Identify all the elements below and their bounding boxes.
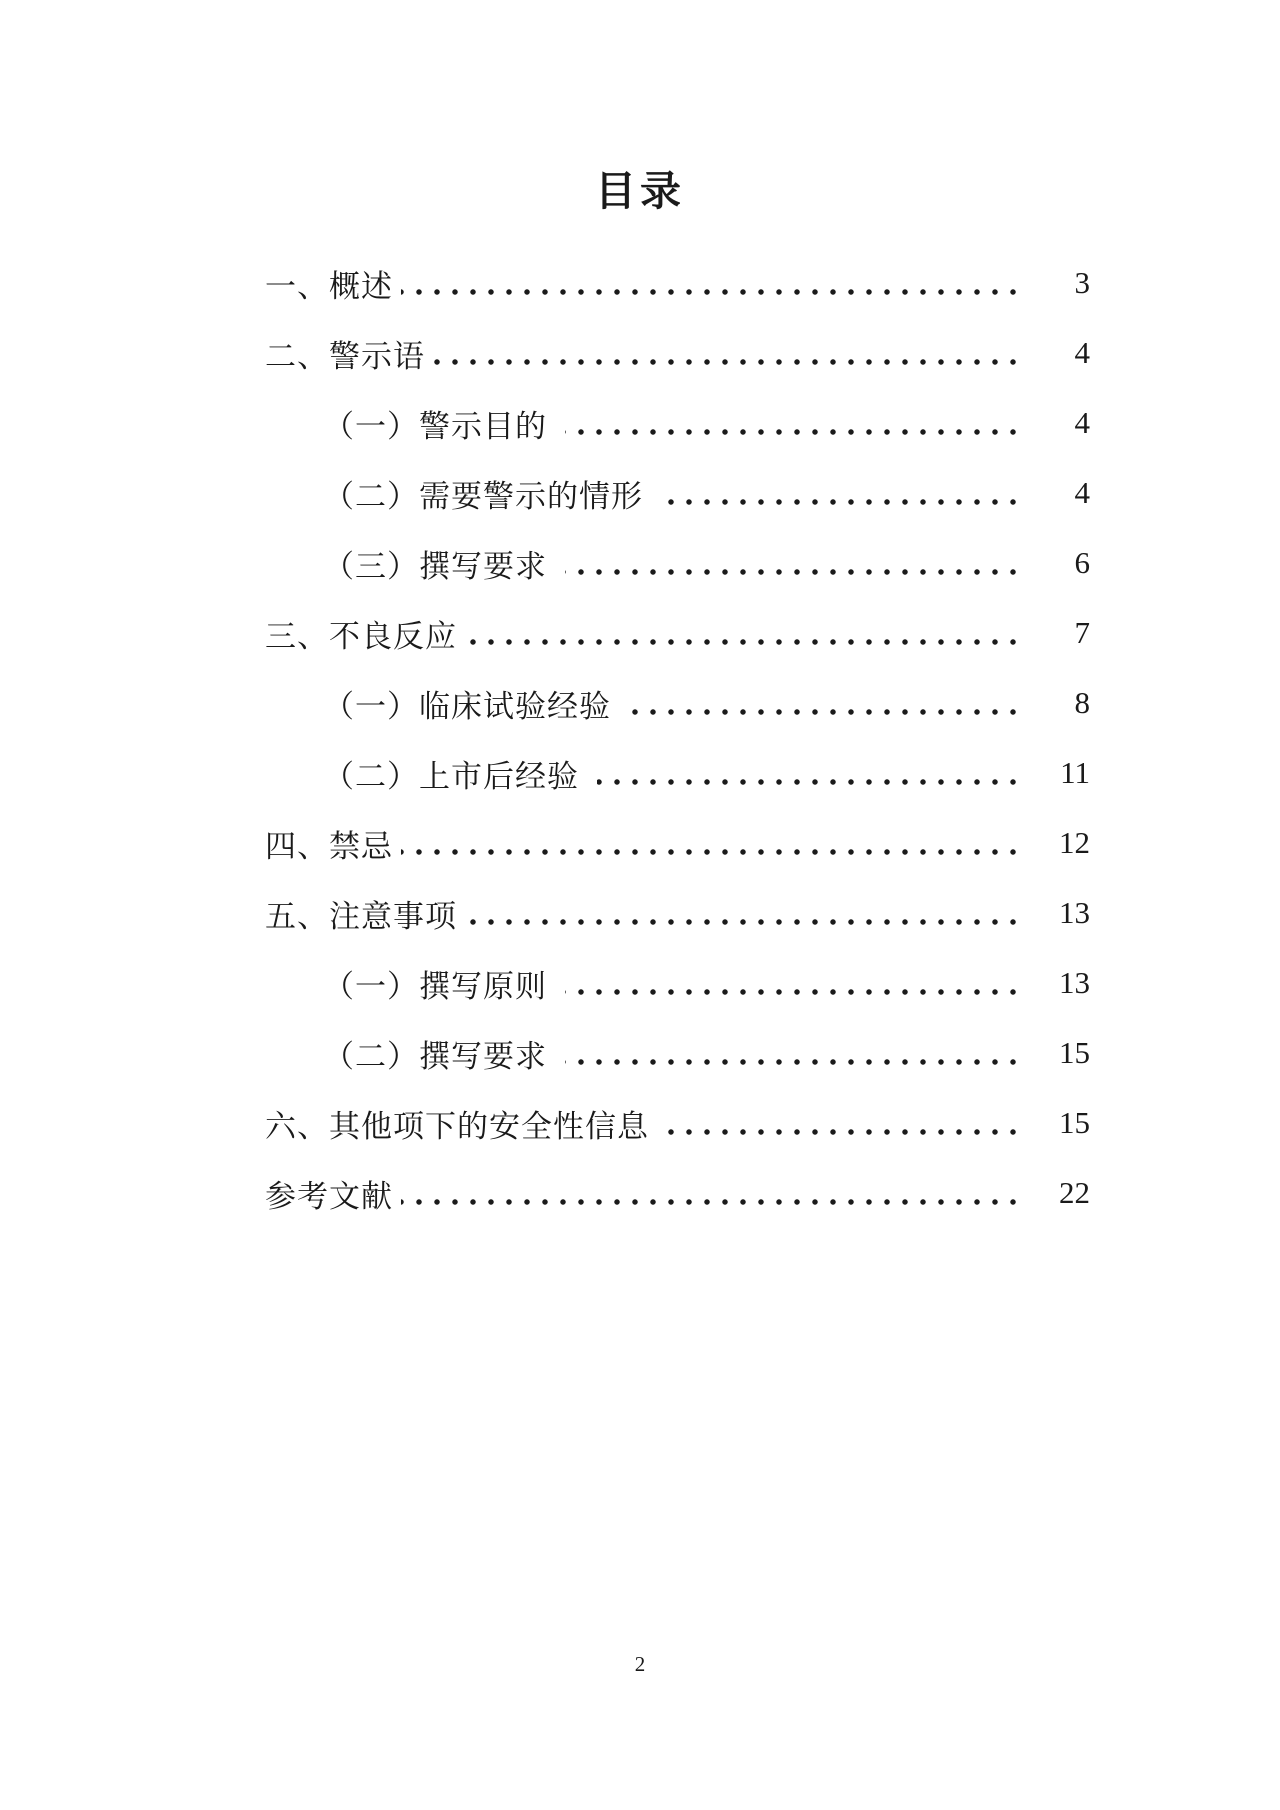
toc-entry[interactable] bbox=[265, 668, 1090, 738]
toc-entry-label: （一）临床试验经验 bbox=[323, 688, 611, 724]
toc-entry[interactable] bbox=[265, 878, 1090, 948]
toc-dot-leader bbox=[657, 1088, 1026, 1158]
toc-dot-leader bbox=[565, 388, 1026, 458]
toc-entry[interactable] bbox=[265, 1088, 1090, 1158]
toc-dot-leader bbox=[597, 738, 1026, 808]
toc-entry-label: 四、禁忌 bbox=[265, 828, 393, 864]
toc-dot-leader bbox=[629, 668, 1026, 738]
toc-entry[interactable] bbox=[265, 248, 1090, 318]
toc-dot-leader bbox=[401, 1158, 1026, 1228]
toc-dot-leader bbox=[565, 528, 1026, 598]
toc-entry-label: （一）警示目的 bbox=[323, 408, 547, 444]
toc-entry-page-number: 7 bbox=[1074, 615, 1090, 650]
toc-dot-leader bbox=[401, 248, 1026, 318]
toc-entry-page-number: 4 bbox=[1074, 405, 1090, 440]
toc-dot-leader bbox=[401, 808, 1026, 878]
toc-dot-leader bbox=[465, 598, 1026, 668]
page-title: 目录 bbox=[595, 168, 685, 214]
toc-entry-label: （二）需要警示的情形 bbox=[323, 478, 643, 514]
toc-entry[interactable] bbox=[265, 598, 1090, 668]
toc-entry-page-number: 6 bbox=[1074, 545, 1090, 580]
toc-entry[interactable] bbox=[265, 738, 1090, 808]
toc-entry-label: 五、注意事项 bbox=[265, 898, 457, 934]
toc-entry[interactable] bbox=[265, 948, 1090, 1018]
toc-entry-label: 三、不良反应 bbox=[265, 618, 457, 654]
toc-entry-page-number: 8 bbox=[1074, 685, 1090, 720]
toc-dot-leader bbox=[565, 1018, 1026, 1088]
toc-entry-page-number: 22 bbox=[1059, 1175, 1090, 1210]
toc-entry-label: （二）撰写要求 bbox=[323, 1038, 547, 1074]
toc-entry[interactable] bbox=[265, 388, 1090, 458]
toc-entry-label: （三）撰写要求 bbox=[323, 548, 547, 584]
toc-entry-label: 参考文献 bbox=[265, 1178, 393, 1214]
toc-entry[interactable] bbox=[265, 808, 1090, 878]
toc-entry-page-number: 4 bbox=[1074, 475, 1090, 510]
toc-entry-page-number: 15 bbox=[1059, 1035, 1090, 1070]
toc-entry-page-number: 4 bbox=[1074, 335, 1090, 370]
toc-entry-label: （二）上市后经验 bbox=[323, 758, 579, 794]
toc-dot-leader bbox=[465, 878, 1026, 948]
toc-entry-page-number: 12 bbox=[1059, 825, 1090, 860]
footer-page-number: 2 bbox=[634, 1652, 646, 1676]
toc-entry-page-number: 13 bbox=[1059, 965, 1090, 1000]
toc-dot-leader bbox=[661, 458, 1026, 528]
toc-entry-page-number: 13 bbox=[1059, 895, 1090, 930]
toc-entry[interactable] bbox=[265, 318, 1090, 388]
toc-entry[interactable] bbox=[265, 1018, 1090, 1088]
toc-entry-label: 二、警示语 bbox=[265, 338, 425, 374]
toc-entry-label: 一、概述 bbox=[265, 268, 393, 304]
toc-dot-leader bbox=[433, 318, 1026, 388]
toc-entry-page-number: 15 bbox=[1059, 1105, 1090, 1140]
toc-entry[interactable] bbox=[265, 528, 1090, 598]
toc-entry-label: （一）撰写原则 bbox=[323, 968, 547, 1004]
toc-entry[interactable] bbox=[265, 458, 1090, 528]
toc-entry-label: 六、其他项下的安全性信息 bbox=[265, 1108, 649, 1144]
toc-entry-page-number: 3 bbox=[1074, 265, 1090, 300]
toc-entry[interactable] bbox=[265, 1158, 1090, 1228]
toc-dot-leader bbox=[565, 948, 1026, 1018]
table-of-contents bbox=[265, 248, 1090, 1228]
toc-entry-page-number: 11 bbox=[1060, 755, 1090, 790]
